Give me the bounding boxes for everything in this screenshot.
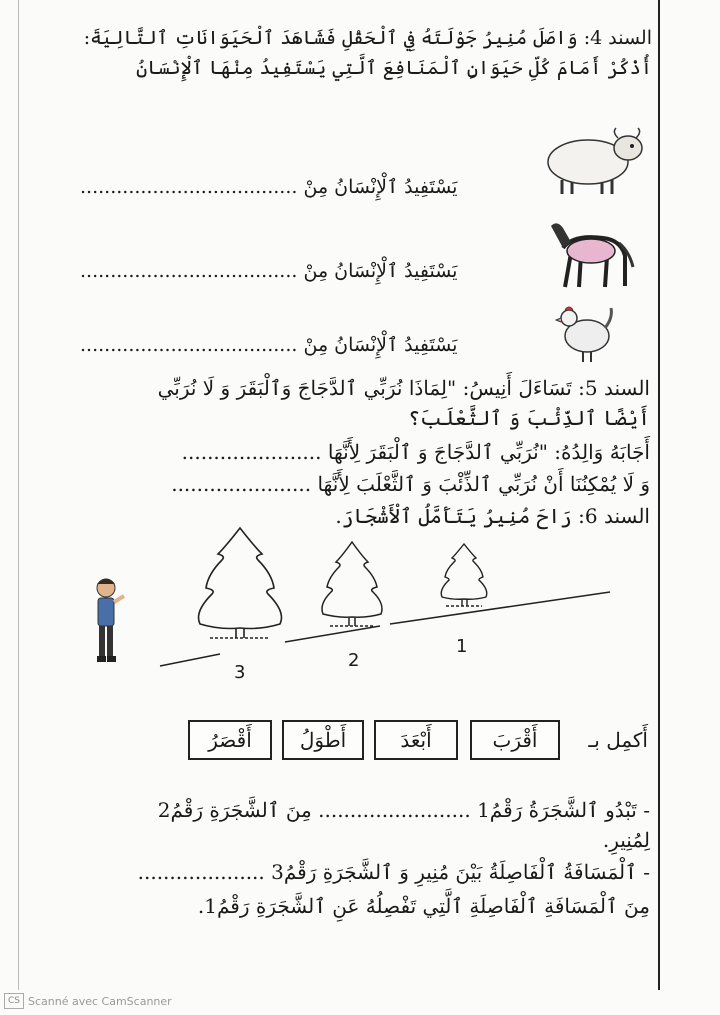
hen-icon — [555, 302, 615, 364]
animal-row-horse-text: يَسْتَفِيدُ ٱلْإِنْسَانُ مِنْ — [303, 260, 458, 282]
page-right-border — [658, 0, 660, 990]
animal-row-sheep-blank[interactable]: .................................... — [80, 176, 298, 198]
sheep-icon — [540, 122, 645, 197]
section6-line1: السند 6: رَاحَ مُنِيرُ يَتَأَمَّلُ ٱلْأَشْجَارَ. — [335, 504, 650, 528]
exercise-line1[interactable]: - تَبْدُو ٱلشَّجَرَةُ رَقْمُ1 ........................ مِنَ ٱلشَّجَرَةِ رَقْمُ2 — [157, 798, 650, 822]
section5-line2: أَيْضًا ٱلذِّئْبَ وَ ٱلثَّعْلَبَ؟ — [408, 406, 650, 430]
animal-row-hen-text: يَسْتَفِيدُ ٱلْإِنْسَانُ مِنْ — [303, 334, 458, 356]
camscanner-footer — [4, 993, 172, 1009]
camscanner-text: Scanné avec CamScanner — [28, 994, 172, 1008]
word-box-taller[interactable]: أَطْوَلُ — [282, 720, 364, 760]
tree-number-2: 2 — [348, 650, 360, 671]
animal-row-sheep-text: يَسْتَفِيدُ ٱلْإِنْسَانُ مِنْ — [303, 176, 458, 198]
tree-1 — [441, 544, 487, 606]
boy-figure-icon — [88, 574, 128, 668]
tree-3 — [199, 528, 282, 638]
animal-row-hen-blank[interactable]: .................................... — [80, 334, 298, 356]
complete-label: أَكمِل بـ — [588, 728, 648, 752]
exercise-line3[interactable]: - ٱلْمَسَافَةُ ٱلْفَاصِلَةُ بَيْنَ مُنِيرِ وَ ٱلشَّجَرَةِ رَقْمُ3 .................... — [137, 860, 650, 884]
tree-scene — [140, 520, 620, 680]
exercise-line4: مِنَ ٱلْمَسَافَةِ ٱلْفَاصِلَةِ ٱلَّتِي تَفْصِلُهُ عَنِ ٱلشَّجَرَةِ رَقْمُ1. — [197, 894, 650, 918]
horse-icon — [543, 213, 638, 293]
section4-line1: السند 4: وَاصَلَ مُنِيرُ جَوْلَتَهُ فِي ٱلْحَقْلِ فَشَاهَدَ ٱلْحَيَوَانَاتِ ٱلتَّالِيَةَ: — [83, 27, 652, 49]
tree-2 — [322, 542, 382, 626]
word-box-shorter[interactable]: أَقْصَرُ — [188, 720, 272, 760]
word-box-closer[interactable]: أَقْرَبَ — [470, 720, 560, 760]
word-box-farther[interactable]: أَبْعَدَ — [374, 720, 458, 760]
section5-line1: السند 5: تَسَاءَلَ أَنِيسُ: "لِمَاذَا نُرَبِّي ٱلدَّجَاجَ وَٱلْبَقَرَ وَ لَا نُرَبِّي — [157, 376, 650, 400]
tree-number-3: 3 — [234, 662, 246, 683]
animal-row-hen — [80, 334, 457, 356]
section5-line4[interactable]: وَ لَا يُمْكِنُنَا أَنْ نُرَبِّي ٱلذِّئْبَ وَ ٱلثَّعْلَبَ لِأَنَّهَا ...................... — [171, 472, 650, 496]
page-left-edge — [18, 0, 19, 990]
animal-row-horse-blank[interactable]: .................................... — [80, 260, 298, 282]
section4-line2: أُذْكُرْ أَمَامَ كُلِّ حَيَوَانٍ ٱلْمَنَافِعَ ٱلَّتِي يَسْتَفِيدُ مِنْهَا ٱلْإِنْسَانُ — [136, 57, 652, 79]
animal-row-horse — [80, 260, 457, 282]
animal-row-sheep — [80, 176, 457, 198]
section5-line3[interactable]: أَجَابَهُ وَالِدُهُ: "نُرَبِّي ٱلدَّجَاجَ وَ ٱلْبَقَرَ لِأَنَّهَا ...................... — [181, 440, 650, 464]
camscanner-logo-icon: CS — [4, 993, 24, 1009]
exercise-line2: لِمُنِيرِ. — [602, 828, 650, 852]
tree-number-1: 1 — [456, 636, 468, 657]
